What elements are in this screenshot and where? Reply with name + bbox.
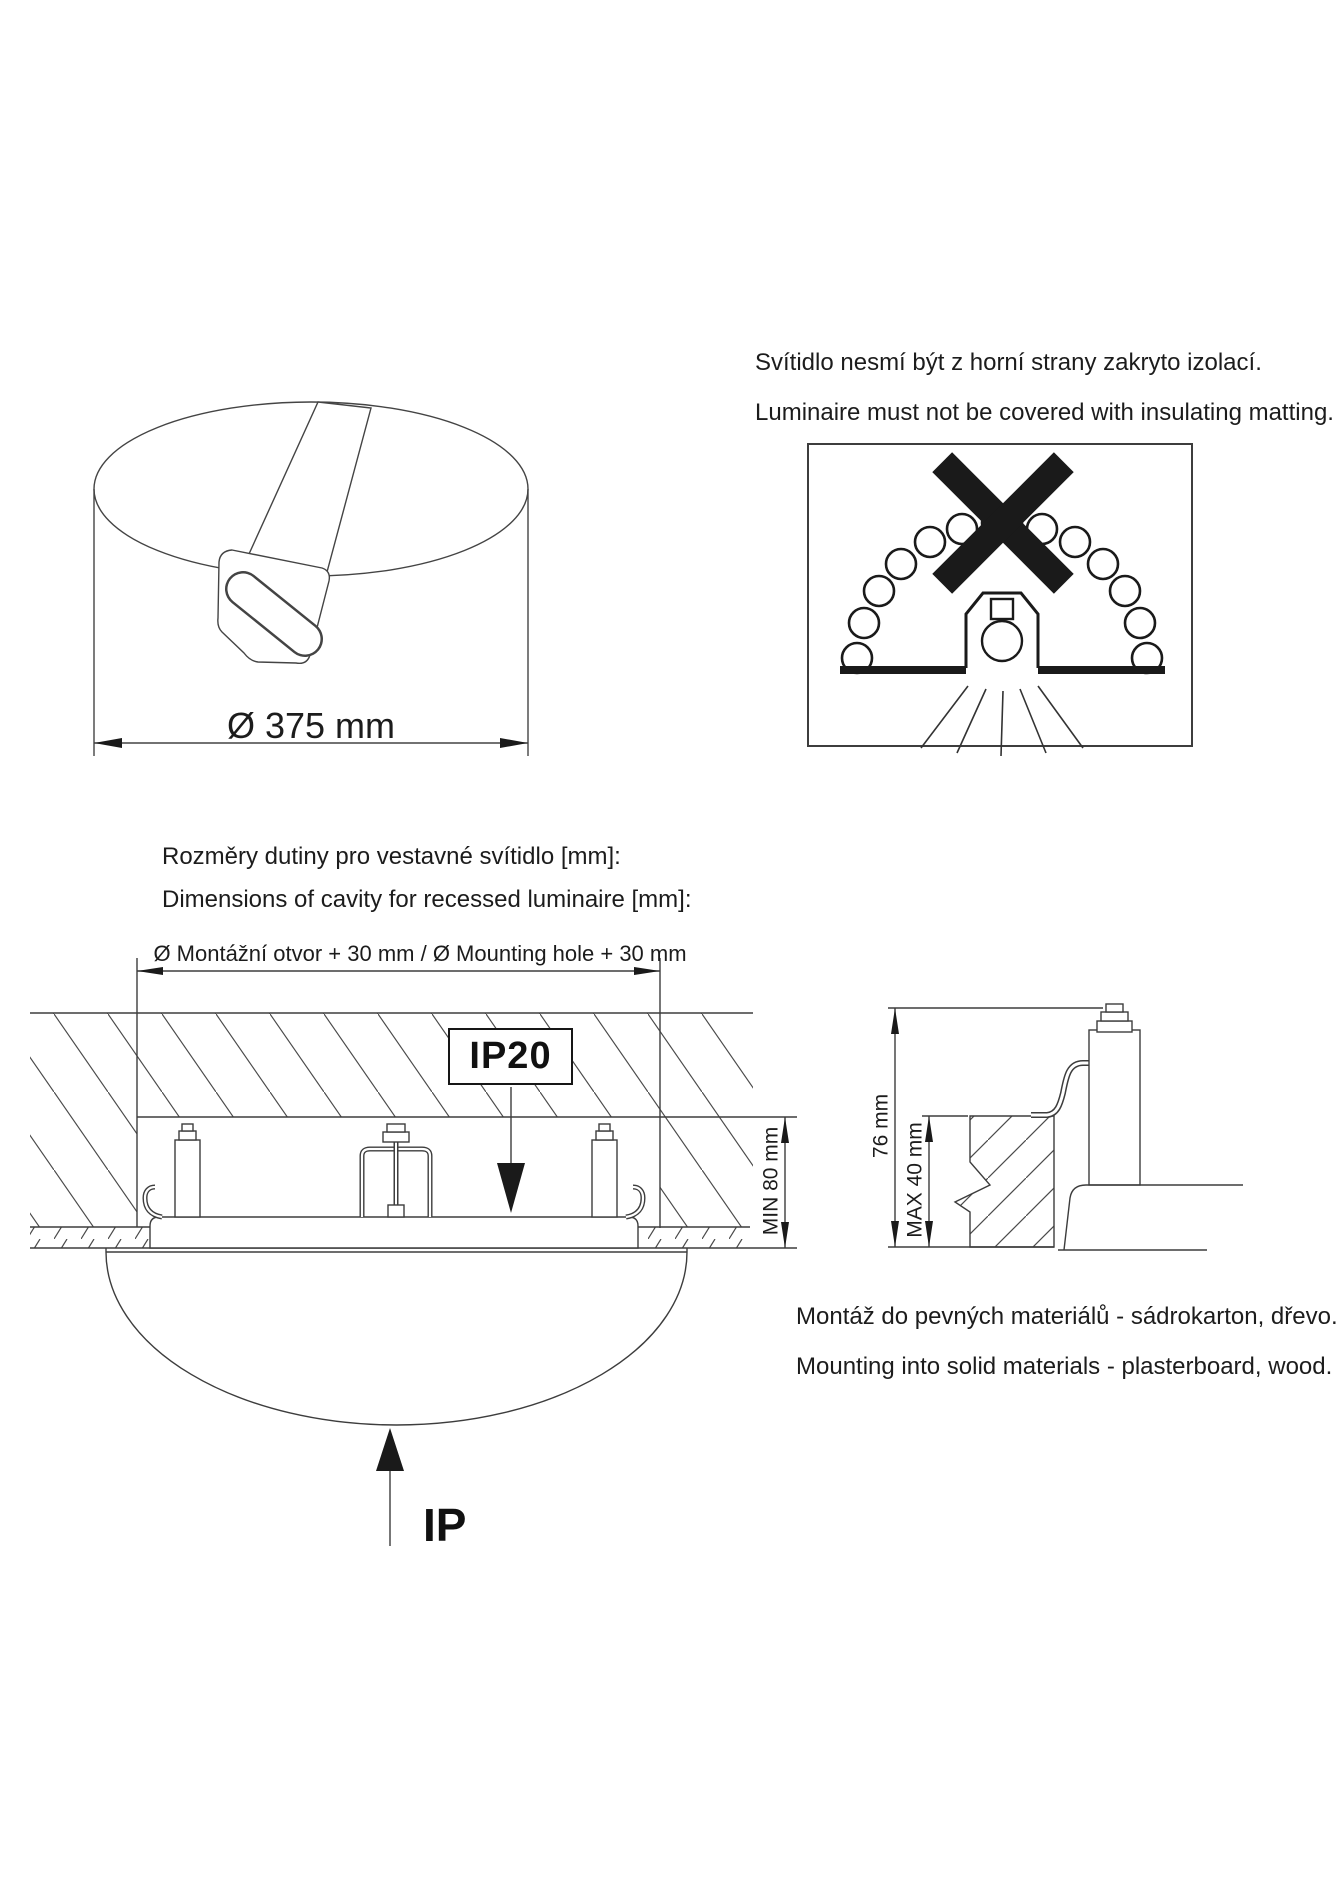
mounting-hole-dimension [137,967,660,975]
insulation-note-en: Luminaire must not be covered with insulating matting. [755,399,1334,426]
clamp-detail-figure [888,1004,1243,1250]
mounting-note-cs: Montáž do pevných materiálů - sádrokarton, dřevo. [796,1303,1338,1330]
min-depth-dimension-label: MIN 80 mm [759,1126,783,1236]
cavity-cross-section-figure [30,958,797,1546]
height-76mm-dimension-label: 76 mm [869,1093,893,1159]
cavity-heading-cs: Rozměry dutiny pro vestavné svítidlo [mm]: [162,843,621,870]
ip-arrow-label: IP [423,1499,467,1551]
luminaire-flange [1058,1185,1243,1250]
mounting-hole-dimension-label: Ø Montážní otvor + 30 mm / Ø Mounting hole + 30 mm [153,941,687,966]
recessed-lamp-icon [966,593,1038,668]
ceiling-bar-left [840,666,966,674]
glass-dome-section [106,1248,687,1425]
mounting-note-en: Mounting into solid materials - plasterboard, wood. [796,1353,1333,1380]
ip20-badge: IP20 [448,1028,573,1085]
diameter-dimension-label: Ø 375 mm [226,705,396,746]
cross-x-icon [932,452,1073,593]
mounting-stud [1089,1004,1140,1185]
cavity-heading-en: Dimensions of cavity for recessed luminaire [mm]: [162,886,692,913]
clamp-strap [1031,1063,1089,1115]
ceiling-bar-right [1038,666,1165,674]
max-thickness-dimension-label: MAX 40 mm [903,1122,927,1238]
insulation-note-cs: Svítidlo nesmí být z horní strany zakryto izolací. [755,349,1262,376]
no-insulation-warning-icon [808,444,1192,756]
ip-protection-arrow [376,1428,404,1546]
max-thickness-dimension [922,1116,968,1247]
luminaire-top-view-figure [94,402,528,756]
luminaire-body-section [145,1124,643,1248]
